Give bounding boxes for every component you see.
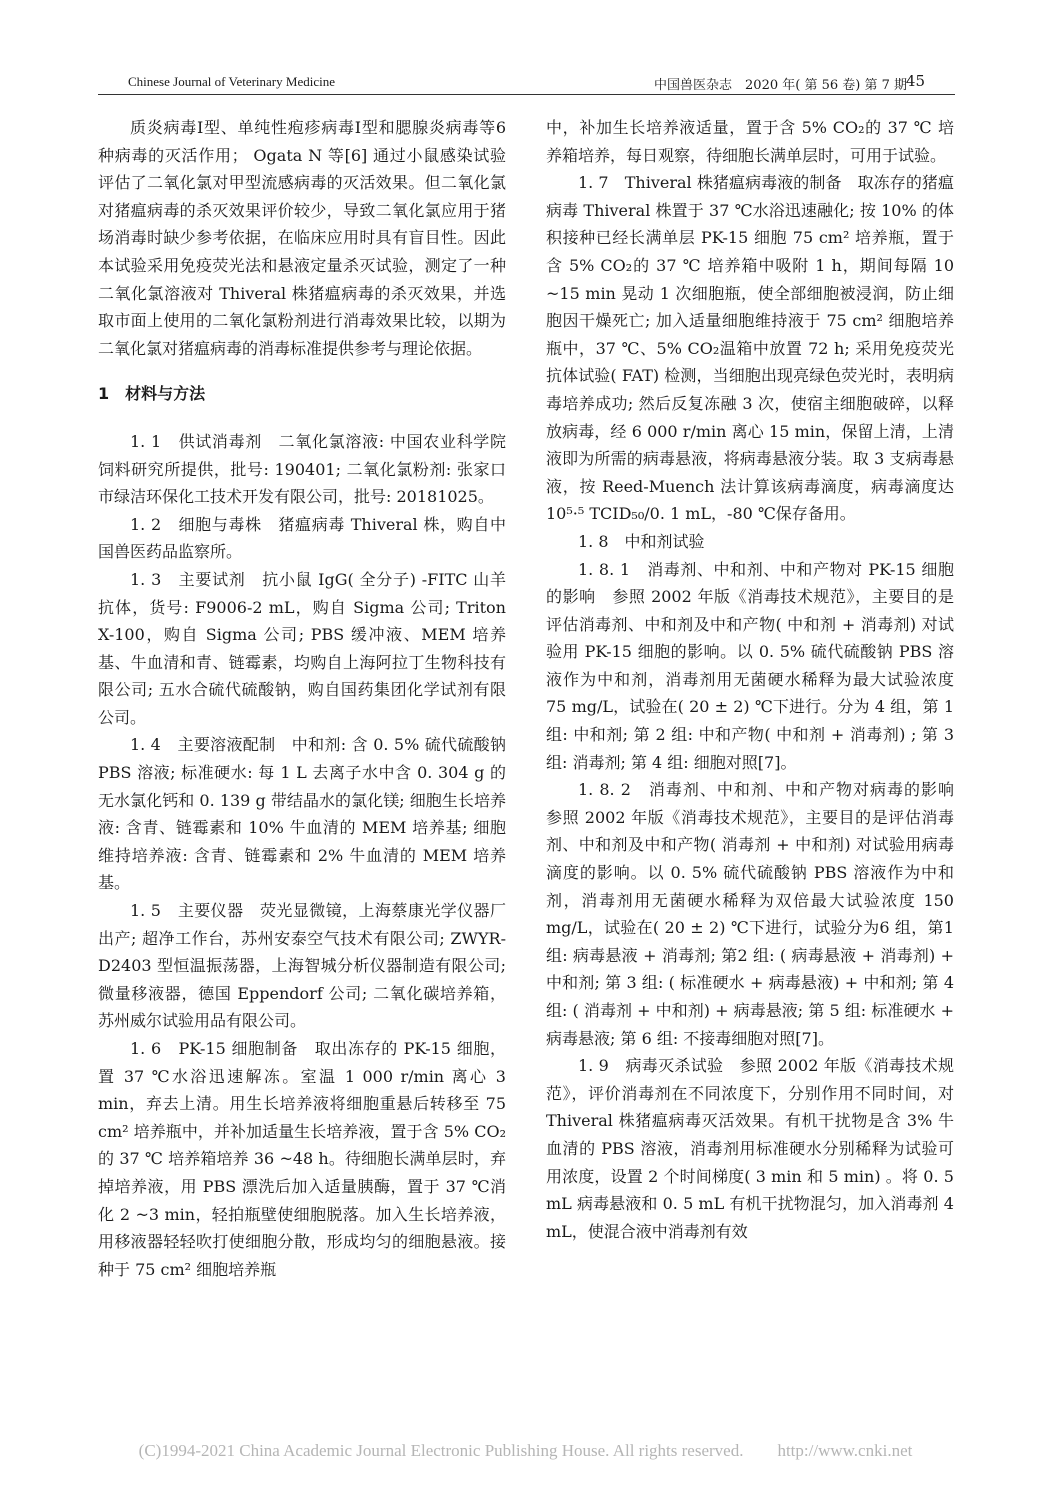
subsection-1-8-1: 1. 8. 1 消毒剂、中和剂、中和产物对 PK-15 细胞的影响 参照 2002 年版《消毒技术规范》，主要目的是评估消毒剂、中和剂及中和产物( 中和剂 + 消毒剂) 对试验用 PK-15 细胞的影响。以 0. 5% 硫代硫酸钠 PBS 溶液作为中和剂，消毒剂用无菌硬水稀释为最大试验浓度 75 mg/L，试验在( 20 ± 2) ℃下进行。分为 4 组，第 1 组: 中和剂; 第 2 组: 中和产物( 中和剂 + 消毒剂) ; 第 3 组: 消毒剂; 第 4 组: 细胞对照[7]。 (546, 559, 954, 772)
continued-paragraph: 中，补加生长培养液适量，置于含 5% CO₂的 37 ℃ 培养箱培养，每日观察，待细胞长满单层时，可用于试验。 (546, 118, 954, 165)
subsection-1-5: 1. 5 主要仪器 荧光显微镜，上海蔡康光学仪器厂出产; 超净工作台，苏州安泰空气技术有限公司; ZWYR-D2403 型恒温振荡器，上海智城分析仪器制造有限公司; 微量移液器，德国 Eppendorf 公司; 二氧化碳培养箱，苏州威尔试验用品有限公司。 (98, 901, 506, 1031)
section-heading-materials-methods: 1 材料与方法 (98, 384, 206, 404)
journal-issue-info: 中国兽医杂志 2020 年( 第 56 卷) 第 7 期 (654, 78, 907, 93)
right-column (546, 114, 971, 1245)
subsection-1-9: 1. 9 病毒灭杀试验 参照 2002 年版《消毒技术规范》，评价消毒剂在不同浓度下，分别作用不同时间，对 Thiveral 株猪瘟病毒灭活效果。有机干扰物是含 3% 牛血清的 PBS 溶液，消毒剂用标准硬水分别稀释为试验可用浓度，设置 2 个时间梯度( 3 min 和 5 min) 。将 0. 5 mL 病毒悬液和 0. 5 mL 有机干扰物混匀，加入消毒剂 4 mL，使混合液中消毒剂有效 (546, 1056, 954, 1241)
subsection-1-7: 1. 7 Thiveral 株猪瘟病毒液的制备 取冻存的猪瘟病毒 Thiveral 株置于 37 ℃水浴迅速融化; 按 10% 的体积接种已经长满单层 PK-15 细胞 75 cm² 培养瓶，置于含 5% CO₂的 37 ℃ 培养箱中吸附 1 h，期间每隔 10 ~15 min 晃动 1 次细胞瓶，使全部细胞被浸润，防止细胞因干燥死亡; 加入适量细胞维持液于 75 cm² 细胞培养瓶中，37 ℃、5% CO₂温箱中放置 72 h; 采用免疫荧光抗体试验( FAT) 检测，当细胞出现亮绿色荧光时，表明病毒培养成功; 然后反复冻融 3 次，使宿主细胞破碎，以释放病毒，经 6 000 r/min 离心 15 min，保留上清，上清液即为所需的病毒悬液，将病毒悬液分装。取 3 支病毒悬液，按 Reed-Muench 法计算该病毒滴度，病毒滴度达 10⁵·⁵ TCID₅₀/0. 1 mL，-80 ℃保存备用。 (546, 173, 954, 524)
subsection-1-3: 1. 3 主要试剂 抗小鼠 IgG( 全分子) -FITC 山羊抗体，货号: F9006-2 mL，购自 Sigma 公司; Triton X-100，购自 Sigma 公司; PBS 缓冲液、MEM 培养基、牛血清和青、链霉素，均购自上海阿拉丁生物科技有限公司; 五水合硫代硫酸钠，购自国药集团化学试剂有限公司。 (98, 569, 506, 727)
subsection-1-4: 1. 4 主要溶液配制 中和剂: 含 0. 5% 硫代硫酸钠 PBS 溶液; 标准硬水: 每 1 L 去离子水中含 0. 304 g 的无水氯化钙和 0. 139 g 带结晶水的氯化镁; 细胞生长培养液: 含青、链霉素和 10% 牛血清的 MEM 培养基; 细胞维持培养液: 含青、链霉素和 2% 牛血清的 MEM 培养基。 (98, 735, 506, 893)
running-header (98, 70, 955, 95)
subsection-1-8-2: 1. 8. 2 消毒剂、中和剂、中和产物对病毒的影响 参照 2002 年版《消毒技术规范》，主要目的是评估消毒剂、中和剂及中和产物( 消毒剂 + 中和剂) 对试验用病毒滴度的影响。以 0. 5% 硫代硫酸钠 PBS 溶液作为中和剂，消毒剂用无菌硬水稀释为双倍最大试验浓度 150 mg/L，试验在( 20 ± 2) ℃下进行，试验分为6 组，第1 组: 病毒悬液 + 消毒剂; 第2 组: ( 病毒悬液 + 消毒剂) + 中和剂; 第 3 组: ( 标准硬水 + 病毒悬液) + 中和剂; 第 4 组: ( 消毒剂 + 中和剂) + 病毒悬液; 第 5 组: 标准硬水 + 病毒悬液; 第 6 组: 不接毒细胞对照[7]。 (546, 780, 971, 1048)
intro-paragraph: 质炎病毒Ⅰ型、单纯性疱疹病毒Ⅰ型和腮腺炎病毒等6 种病毒的灭活作用； Ogata N 等[6] 通过小鼠感染试验评估了二氧化氯对甲型流感病毒的灭活效果。但二氧化氯对猪瘟病毒的杀灭效果评价较少，导致二氧化氯应用于猪场消毒时缺少参考依据，在临床应用时具有盲目性。因此本试验采用免疫荧光法和悬液定量杀灭试验，测定了一种二氧化氯溶液对 Thiveral 株猪瘟病毒的杀灭效果，并选取市面上使用的二氧化氯粉剂进行消毒效果比较，以期为二氧化氯对猪瘟病毒的消毒标准提供参考与理论依据。 (98, 118, 506, 358)
subsection-1-8: 1. 8 中和剂试验 (578, 531, 705, 551)
left-column (98, 114, 506, 1283)
subsection-1-2: 1. 2 细胞与毒株 猪瘟病毒 Thiveral 株，购自中国兽医药品监察所。 (98, 514, 506, 562)
page-number: 45 (905, 72, 925, 90)
journal-english-title: Chinese Journal of Veterinary Medicine (128, 74, 335, 89)
copyright-footer: (C)1994-2021 China Academic Journal Electronic Publishing House. All rights reserved. http://www.cnki.net (138, 1441, 913, 1460)
subsection-1-1: 1. 1 供试消毒剂 二氧化氯溶液: 中国农业科学院饲料研究所提供，批号: 190401; 二氧化氯粉剂: 张家口市绿洁环保化工技术开发有限公司，批号: 20181025。 (98, 431, 506, 507)
subsection-1-6: 1. 6 PK-15 细胞制备 取出冻存的 PK-15 细胞，置 37 ℃水浴迅速解冻。室温 1 000 r/min 离心 3 min，弃去上清。用生长培养液将细胞重悬后转移至 75 cm² 培养瓶中，并补加适量生长培养液，置于含 5% CO₂的 37 ℃ 培养箱培养 36 ~48 h。待细胞长满单层时，弃掉培养液，用 PBS 漂洗后加入适量胰酶，置于 37 ℃消化 2 ~3 min，轻拍瓶壁使细胞脱落。加入生长培养液，用移液器轻轻吹打使细胞分散，形成均匀的细胞悬液。接种于 75 cm² 细胞培养瓶 (98, 1039, 506, 1279)
